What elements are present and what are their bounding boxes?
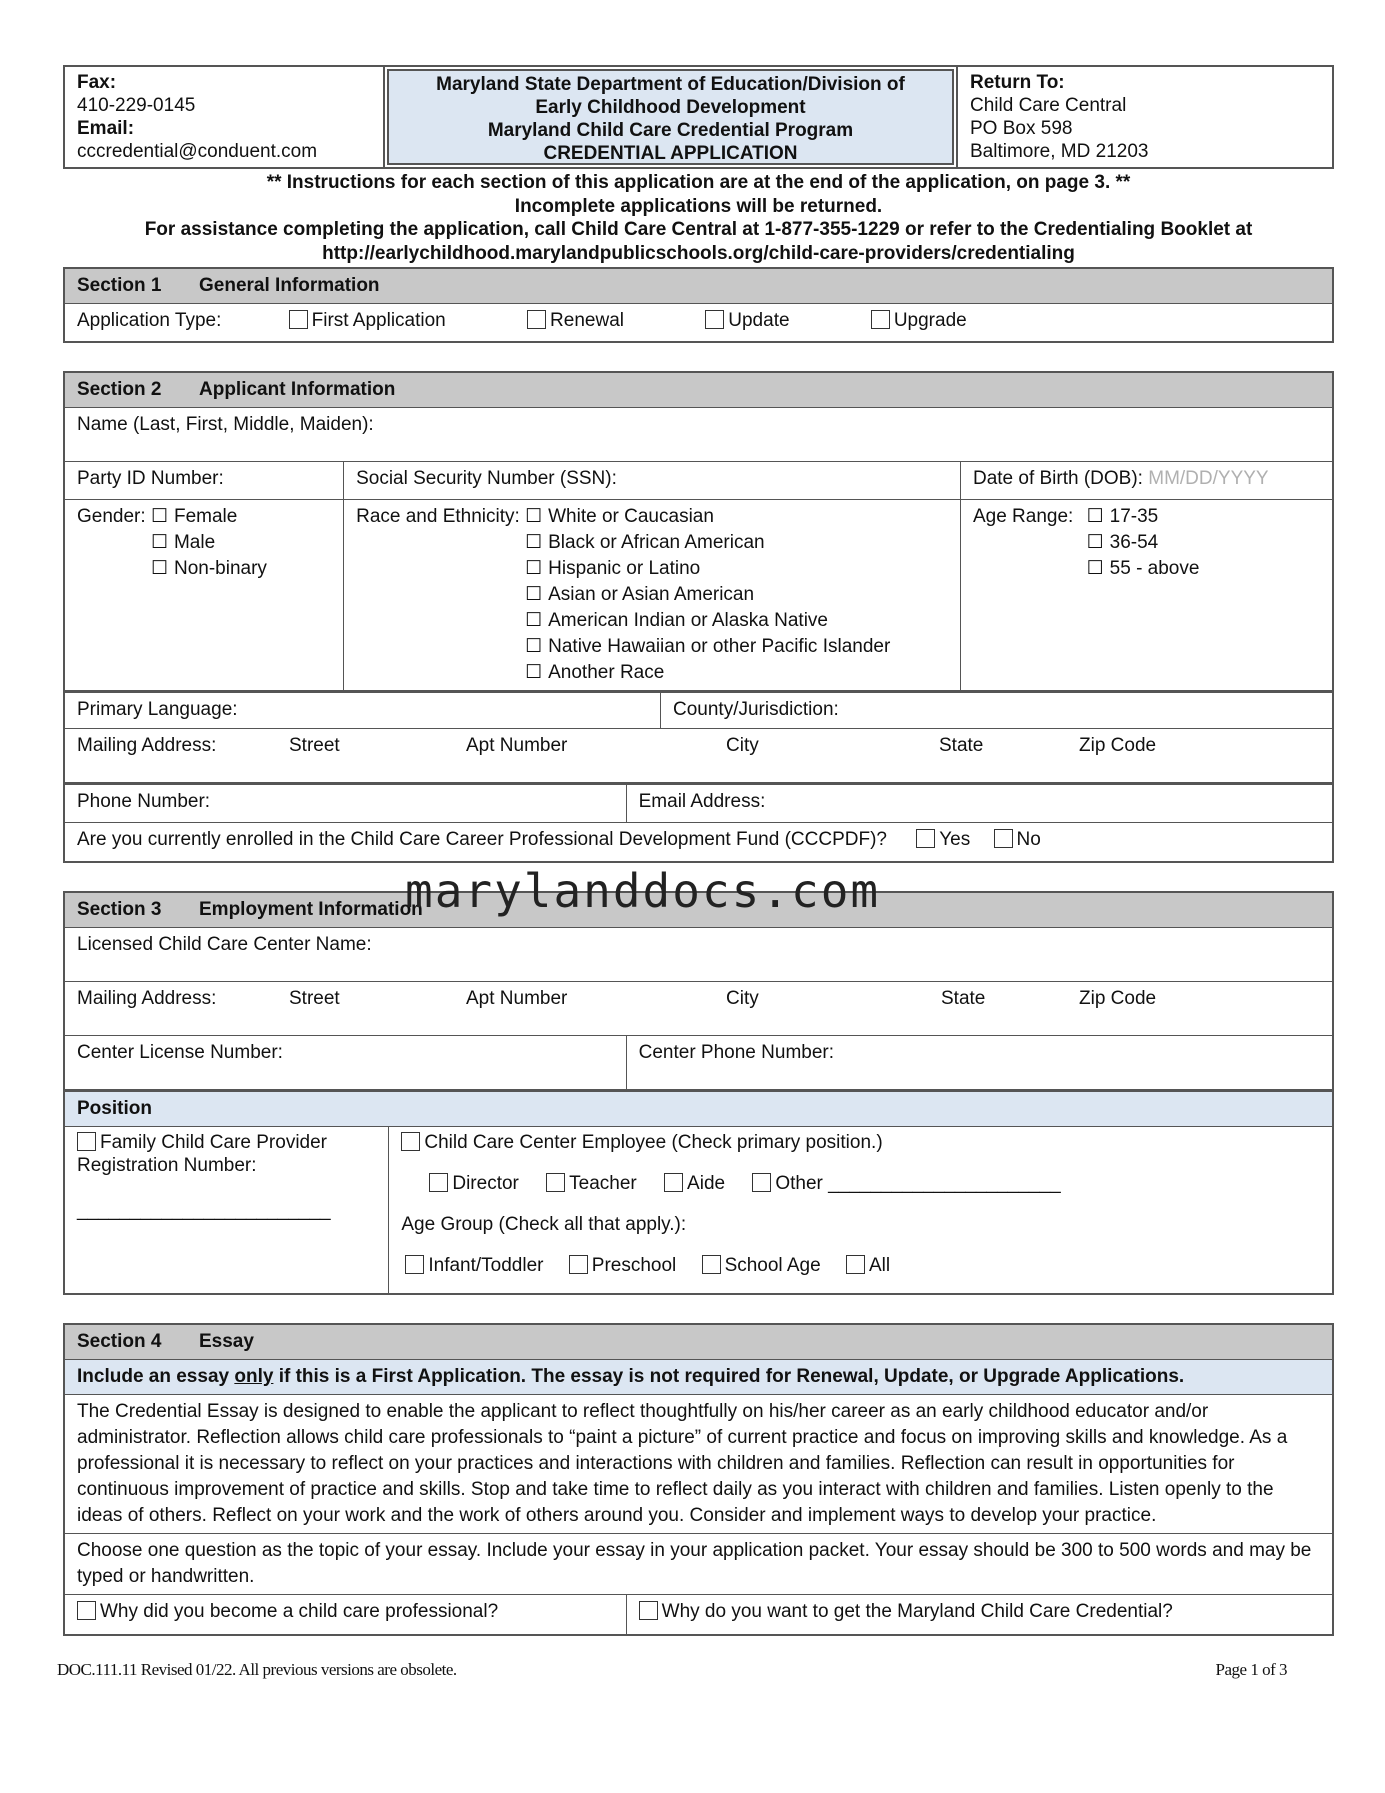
race-label: Race and Ethnicity: [356, 505, 520, 527]
race-option-american-indian[interactable]: ☐ American Indian or Alaska Native [525, 609, 828, 631]
age-option-36-54[interactable]: ☐ 36-54 [1086, 531, 1159, 553]
center-license-label: Center License Number: [77, 1042, 283, 1063]
form-title [387, 69, 954, 165]
instructions-line-1: ** Instructions for each section of this application are at the end of the application, on page 3. ** [266, 172, 1131, 193]
race-option-native-hawaiian[interactable]: ☐ Native Hawaiian or other Pacific Islander [525, 635, 891, 657]
contact-info [65, 67, 385, 167]
gender-options [151, 504, 267, 582]
fax-number: 410-229-0145 [77, 95, 196, 116]
family-provider-option[interactable]: Family Child Care Provider [77, 1131, 376, 1154]
role-options [429, 1172, 1320, 1195]
age-group-preschool[interactable]: Preschool [569, 1254, 677, 1277]
party-id-field[interactable] [64, 461, 344, 499]
cccpdf-row [64, 822, 1333, 862]
city-label: City [726, 735, 759, 756]
option-update[interactable]: Update [705, 308, 789, 334]
title-line-2: Early Childhood Development [535, 97, 806, 118]
cccpdf-no[interactable]: No [994, 827, 1041, 853]
section-2-continued [63, 692, 1334, 784]
checkbox-question-1[interactable] [77, 1601, 96, 1620]
center-state-label: State [941, 988, 986, 1009]
footer-revision: DOC.111.11 Revised 01/22. All previous versions are obsolete. [57, 1660, 457, 1679]
section-3 [63, 891, 1334, 1091]
street-label: Street [289, 735, 340, 756]
email-field[interactable] [626, 784, 1333, 822]
checkbox-male[interactable]: ☐ [150, 531, 168, 553]
title-line-4: CREDENTIAL APPLICATION [543, 143, 798, 164]
apt-label: Apt Number [466, 735, 568, 756]
checkbox-cccpdf-no[interactable] [994, 829, 1013, 848]
section-1-title: General Information [199, 275, 380, 296]
gender-field [64, 499, 344, 691]
section-4-number: Section 4 [77, 1331, 162, 1352]
title-line-3: Maryland Child Care Credential Program [487, 120, 854, 141]
race-options [525, 504, 890, 686]
center-phone-label: Center Phone Number: [638, 1042, 835, 1063]
center-name-field[interactable] [64, 928, 1333, 982]
watermark: marylanddocs.com [405, 864, 881, 918]
age-range-options [1087, 504, 1200, 582]
age-group-options [405, 1254, 1320, 1277]
checkbox-center-employee[interactable] [401, 1132, 420, 1151]
party-id-label: Party ID Number: [77, 467, 224, 489]
race-field [344, 499, 961, 691]
center-city-label: City [726, 988, 759, 1009]
email-address: cccredential@conduent.com [77, 141, 318, 162]
role-aide[interactable]: Aide [664, 1172, 725, 1195]
checkbox-question-2[interactable] [639, 1601, 658, 1620]
checkbox-family-provider[interactable] [77, 1132, 96, 1151]
race-option-hispanic[interactable]: ☐ Hispanic or Latino [525, 557, 701, 579]
section-1-number: Section 1 [77, 275, 162, 296]
zip-label: Zip Code [1079, 735, 1157, 756]
gender-option-male[interactable]: ☐ Male [151, 530, 267, 556]
age-option-17-35[interactable]: ☐ 17-35 [1086, 505, 1159, 527]
email-field-label: Email Address: [638, 790, 766, 812]
section-4-title: Essay [199, 1331, 254, 1352]
option-renewal[interactable]: Renewal [527, 308, 624, 334]
position-header: Position [64, 1091, 1333, 1126]
age-group-school-age[interactable]: School Age [702, 1254, 821, 1277]
section-3-number: Section 3 [77, 899, 162, 920]
center-license-field[interactable] [64, 1036, 626, 1090]
checkbox-upgrade[interactable] [871, 310, 890, 329]
primary-language-label: Primary Language: [77, 699, 238, 720]
dob-placeholder: MM/DD/YYYY [1148, 467, 1269, 489]
center-street-label: Street [289, 988, 340, 1009]
mailing-address-label: Mailing Address: [77, 735, 217, 756]
essay-description: The Credential Essay is designed to enable the applicant to reflect thoughtfully on his/her career as an early childhood educator and/or administrator. Reflection allows child care professionals to “paint a picture” of current practice and focus on improving skills and knowledge. As a professional it is necessary to reflect on your practices and interactions with children and families. Reflection can result in opportunities for continuous improvement of practice and skills. Stop and take time to reflect daily as you interact with children and families. Listen openly to the ideas of others. Reflect on your work and the work of others around you. Consider and implement ways to develop your practice. [64, 1395, 1333, 1534]
gender-option-female[interactable]: ☐ Female [151, 504, 267, 530]
essay-question-2[interactable]: Why do you want to get the Maryland Child Care Credential? [626, 1595, 1333, 1635]
phone-field[interactable] [64, 784, 626, 822]
instructions [63, 171, 1334, 265]
age-group-label: Age Group (Check all that apply.): [401, 1213, 687, 1235]
center-name-label: Licensed Child Care Center Name: [77, 934, 372, 955]
ssn-label: Social Security Number (SSN): [356, 467, 617, 489]
age-option-55-above[interactable]: ☐ 55 - above [1086, 557, 1200, 579]
race-option-another[interactable]: ☐ Another Race [525, 661, 665, 683]
gender-option-non-binary[interactable]: ☐ Non-binary [151, 556, 267, 582]
fax-label: Fax: [77, 72, 117, 93]
option-first-application[interactable]: First Application [289, 308, 446, 334]
family-provider-cell [64, 1126, 389, 1294]
other-line[interactable]: ______________________ [828, 1172, 1061, 1194]
cccpdf-yes[interactable]: Yes [916, 827, 970, 853]
dob-field[interactable] [960, 461, 1333, 499]
age-range-label: Age Range: [972, 505, 1074, 527]
checkbox-update[interactable] [705, 310, 724, 329]
mailing-address-field[interactable] [64, 729, 1333, 783]
title-line-1: Maryland State Department of Education/Division of [436, 74, 905, 95]
ssn-field[interactable] [344, 461, 961, 499]
registration-label: Registration Number: [77, 1154, 257, 1176]
gender-label: Gender: [77, 505, 146, 527]
checkbox-non-binary[interactable]: ☐ [150, 557, 168, 579]
instructions-line-4: http://earlychildhood.marylandpublicschools.org/child-care-providers/credentialing [322, 242, 1075, 264]
return-label: Return To: [970, 72, 1065, 93]
section-1-header [64, 268, 1333, 304]
section-4 [63, 1323, 1334, 1636]
age-group-all[interactable]: All [846, 1254, 890, 1277]
center-mailing-address-field[interactable] [64, 982, 1333, 1036]
center-phone-field[interactable] [626, 1036, 1333, 1090]
state-label: State [939, 735, 984, 756]
checkbox-first-application[interactable] [289, 310, 308, 329]
role-director[interactable]: Director [429, 1172, 519, 1195]
return-line-1: Child Care Central [970, 95, 1127, 116]
name-field[interactable] [64, 407, 1333, 461]
name-label: Name (Last, First, Middle, Maiden): [77, 413, 374, 435]
page-number: Page 1 of 3 [1215, 1660, 1287, 1679]
return-line-3: Baltimore, MD 21203 [970, 141, 1149, 162]
center-apt-label: Apt Number [466, 988, 568, 1009]
section-2-contact [63, 784, 1334, 864]
section-4-header [64, 1324, 1333, 1360]
registration-line[interactable]: ________________________ [77, 1199, 331, 1221]
dob-label: Date of Birth (DOB): [972, 467, 1143, 489]
section-1 [63, 267, 1334, 343]
application-type-row [64, 304, 1333, 342]
center-zip-label: Zip Code [1079, 988, 1157, 1009]
return-line-2: PO Box 598 [970, 118, 1073, 139]
checkbox-cccpdf-yes[interactable] [916, 829, 935, 848]
primary-language-field[interactable] [64, 693, 661, 729]
age-range-field [960, 499, 1333, 691]
credential-application-page [63, 65, 1334, 1636]
section-2-header [64, 372, 1333, 408]
race-option-black[interactable]: ☐ Black or African American [525, 531, 765, 553]
cccpdf-question: Are you currently enrolled in the Child Care Career Professional Development Fund (CCCPDF)? [77, 828, 887, 850]
section-2 [63, 371, 1334, 693]
race-option-white[interactable]: ☐ White or Caucasian [525, 505, 714, 527]
form-header [63, 65, 1334, 169]
essay-note: Include an essay only if this is a First Application. The essay is not required for Renewal, Update, or Upgrade Applications. [64, 1360, 1333, 1395]
center-mailing-label: Mailing Address: [77, 988, 217, 1009]
county-field[interactable] [661, 693, 1334, 729]
section-2-number: Section 2 [77, 378, 162, 400]
email-label: Email: [77, 118, 135, 139]
center-employee-option[interactable]: Child Care Center Employee (Check primary position.) [401, 1131, 1320, 1154]
race-option-asian[interactable]: ☐ Asian or Asian American [525, 583, 755, 605]
section-3-title: Employment Information [199, 899, 423, 920]
instructions-line-2: Incomplete applications will be returned. [514, 195, 883, 217]
instructions-line-3: For assistance completing the application, call Child Care Central at 1-877-355-1229 or refer to the Credentialing Booklet at [144, 219, 1253, 240]
checkbox-female[interactable]: ☐ [150, 505, 168, 527]
application-type-label: Application Type: [77, 310, 222, 331]
age-group-infant[interactable]: Infant/Toddler [405, 1254, 543, 1277]
page-footer [57, 1660, 1287, 1680]
center-employee-cell [389, 1126, 1333, 1294]
option-upgrade[interactable]: Upgrade [871, 308, 967, 334]
role-teacher[interactable]: Teacher [546, 1172, 637, 1195]
county-label: County/Jurisdiction: [673, 699, 839, 720]
position-block [63, 1091, 1334, 1296]
phone-label: Phone Number: [77, 790, 211, 812]
role-other[interactable]: Other ______________________ [752, 1172, 1060, 1195]
checkbox-renewal[interactable] [527, 310, 546, 329]
essay-note-only: only [234, 1366, 274, 1387]
essay-question-1[interactable]: Why did you become a child care professional? [64, 1595, 626, 1635]
essay-instructions: Choose one question as the topic of your essay. Include your essay in your application packet. Your essay should be 300 to 500 words and may be typed or handwritten. [64, 1534, 1333, 1595]
return-address [956, 67, 1332, 167]
section-2-title: Applicant Information [199, 378, 396, 400]
